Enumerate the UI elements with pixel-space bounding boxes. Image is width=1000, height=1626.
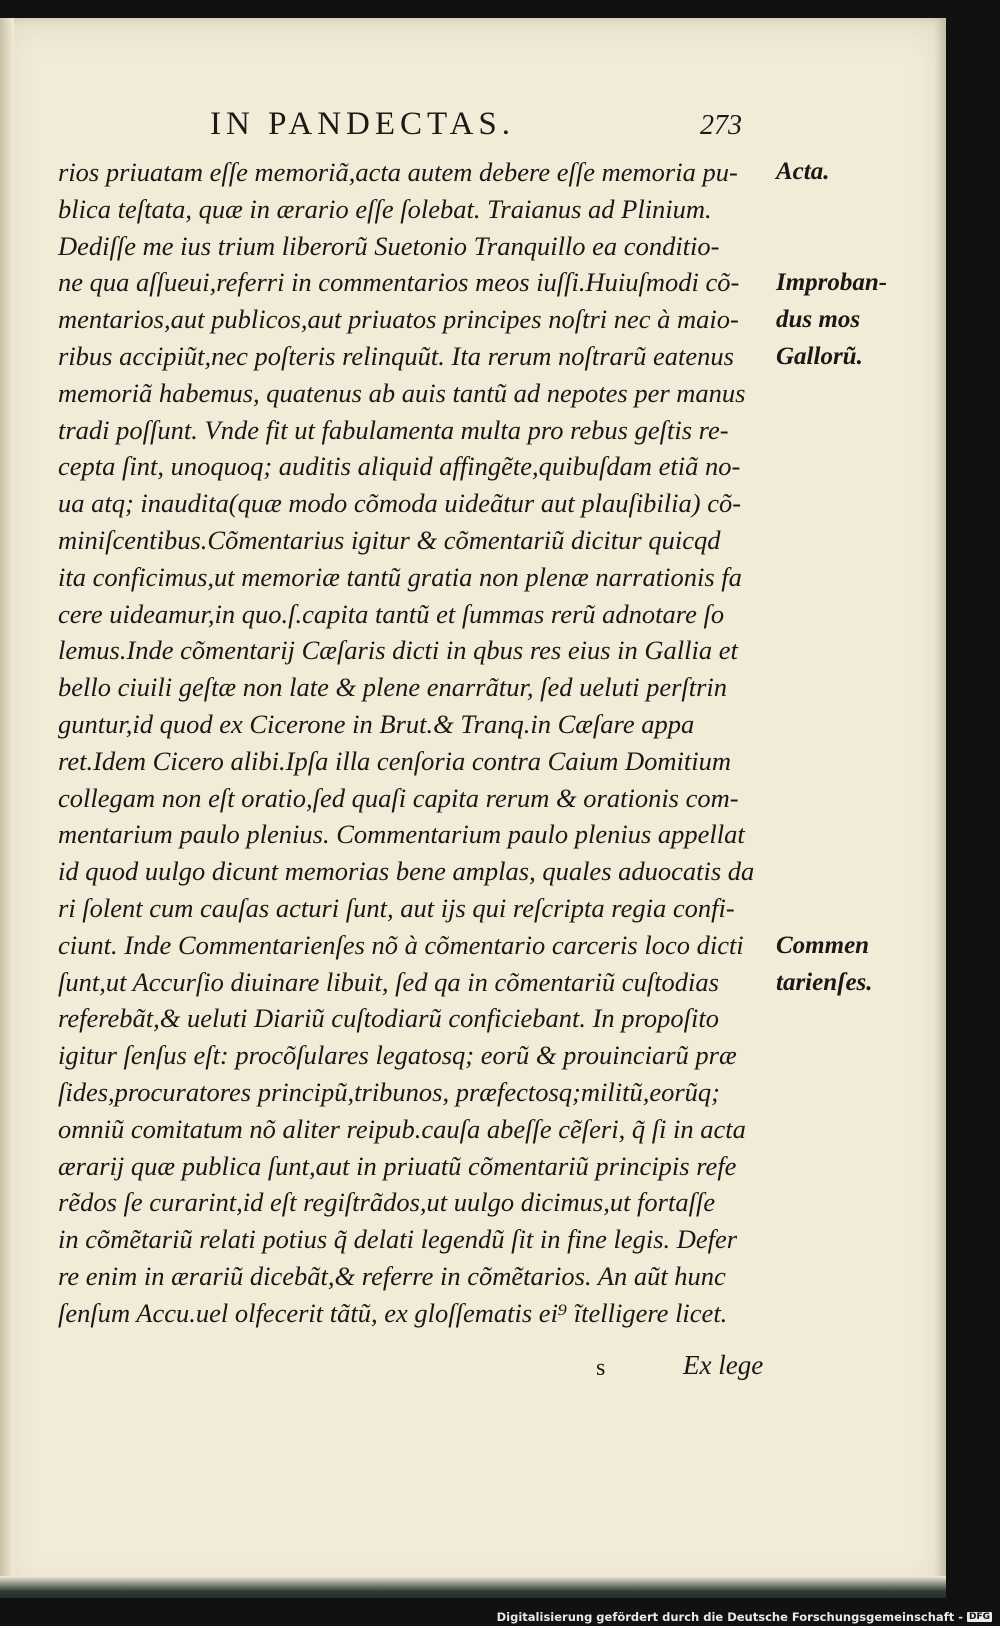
text-line: ua atq; inaudita(quæ modo cõmoda uideãtur aut plauſibilia) cõ- bbox=[58, 488, 742, 519]
text-line: lemus.Inde cõmentarij Cæſaris dicti in qbus res eius in Gallia et bbox=[58, 635, 738, 666]
text-line: ne qua aſſueui,referri in commentarios meos iuſſi.Huiuſmodi cõ- bbox=[58, 267, 740, 298]
text-line: memoriã habemus, quatenus ab auis tantũ ad nepotes per manus bbox=[58, 377, 746, 408]
page-gutter-shadow bbox=[0, 18, 14, 1598]
text-line: ri ſolent cum cauſas acturi ſunt, aut ijs qui reſcripta regia confi- bbox=[58, 892, 735, 923]
text-line: rẽdos ſe curarint,id eſt regiſtrãdos,ut uulgo dicimus,ut fortaſſe bbox=[58, 1187, 716, 1218]
text-line: re enim in ærariũ dicebãt,& referre in cõmẽtarios. An aũt hunc bbox=[58, 1260, 726, 1291]
marginal-line: tarienſes. bbox=[776, 968, 873, 996]
text-line: ribus accipiũt,nec poſteris relinquũt. Ita rerum noſtrarũ eatenus bbox=[58, 340, 734, 371]
text-line: ſenſum Accu.uel olfecerit tãtũ, ex gloſſematis ei⁹ ĩtelligere licet. bbox=[58, 1297, 728, 1328]
text-line: ærarij quæ publica ſunt,aut in priuatũ cõmentariũ principis refe bbox=[58, 1150, 737, 1181]
catchword: Ex lege bbox=[683, 1350, 764, 1380]
text-line: ciunt. Inde Commentarienſes nõ à cõmentario carceris loco dicti bbox=[58, 929, 744, 960]
signature-mark: s bbox=[596, 1355, 606, 1381]
page-bottom-edge bbox=[0, 1576, 946, 1598]
text-line: ſides,procuratores principũ,tribunos, præfectosq;militũ,eorũq; bbox=[58, 1076, 720, 1107]
credit-text: Digitalisierung gefördert durch die Deutsche Forschungsgemeinschaft - bbox=[496, 1610, 963, 1624]
text-line: bello ciuili geſtæ non late & plene enarrãtur, ſed ueluti perſtrin bbox=[58, 672, 728, 703]
marginal-line: Commen bbox=[776, 932, 870, 959]
folio-number: 273 bbox=[700, 110, 742, 141]
marginal-note-commentarienses bbox=[776, 928, 873, 1002]
text-line: ret.Idem Cicero alibi.Ipſa illa cenſoria contra Caium Domitium bbox=[58, 745, 731, 776]
marginal-note-acta bbox=[776, 154, 829, 191]
marginal-line: dus mos bbox=[776, 305, 861, 333]
text-line: guntur,id quod ex Cicerone in Brut.& Tranq.in Cæſare appa bbox=[58, 708, 695, 739]
text-line: ſunt,ut Accurſio diuinare libuit, ſed qa in cõmentariũ cuſtodias bbox=[58, 966, 719, 997]
text-line: mentarios,aut publicos,aut priuatos principes noſtri nec à maio- bbox=[58, 304, 739, 335]
text-line: cepta ſint, unoquoq; auditis aliquid affingẽte,quibuſdam etiã no- bbox=[58, 451, 741, 482]
text-line: omniũ comitatum nõ aliter reipub.cauſa abeſſe cẽſeri, q̃ ſi in acta bbox=[58, 1113, 746, 1144]
text-line: in cõmẽtariũ relati potius q̃ delati legendũ ſit in fine legis. Defer bbox=[58, 1224, 738, 1255]
text-line: blica teſtata, quæ in ærario eſſe ſolebat. Traianus ad Plinium. bbox=[58, 193, 712, 224]
scanned-page bbox=[0, 18, 946, 1598]
text-line: tradi poſſunt. Vnde fit ut fabulamenta multa pro rebus geſtis re- bbox=[58, 414, 729, 445]
text-line: Dediſſe me ius trium liberorũ Suetonio Tranquillo ea conditio- bbox=[58, 230, 720, 261]
digitization-credit bbox=[497, 1610, 992, 1624]
text-line: miniſcentibus.Cõmentarius igitur & cõmentariũ dicitur quicqd bbox=[58, 524, 721, 555]
dfg-logo: DFG bbox=[968, 1612, 990, 1622]
text-line: id quod uulgo dicunt memorias bene amplas, quales aduocatis da bbox=[58, 856, 755, 887]
text-line: referebãt,& ueluti Diariũ cuſtodiarũ conficiebant. In propoſito bbox=[58, 1003, 719, 1034]
marginal-line: Acta. bbox=[776, 158, 830, 185]
running-head: IN PANDECTAS. bbox=[210, 106, 516, 142]
text-line: collegam non eſt oratio,ſed quaſi capita rerum & orationis com- bbox=[58, 782, 739, 813]
body-text bbox=[58, 154, 788, 1332]
text-line: mentarium paulo plenius. Commentarium paulo plenius appellat bbox=[58, 819, 745, 850]
text-line: cere uideamur,in quo.ſ.capita tantũ et ſummas rerũ adnotare ſo bbox=[58, 598, 725, 629]
text-line: igitur ſenſus eſt: procõſulares legatosq; eorũ & prouinciarũ præ bbox=[58, 1040, 737, 1071]
marginal-note-improbandus bbox=[776, 265, 887, 375]
text-line: ita conficimus,ut memoriæ tantũ gratia non plenæ narrationis fa bbox=[58, 561, 742, 592]
marginal-line: Gallorũ. bbox=[776, 342, 863, 370]
text-line: rios priuatam eſſe memoriã,acta autem debere eſſe memoria pu- bbox=[58, 157, 738, 187]
marginal-line: Improban- bbox=[776, 269, 888, 296]
